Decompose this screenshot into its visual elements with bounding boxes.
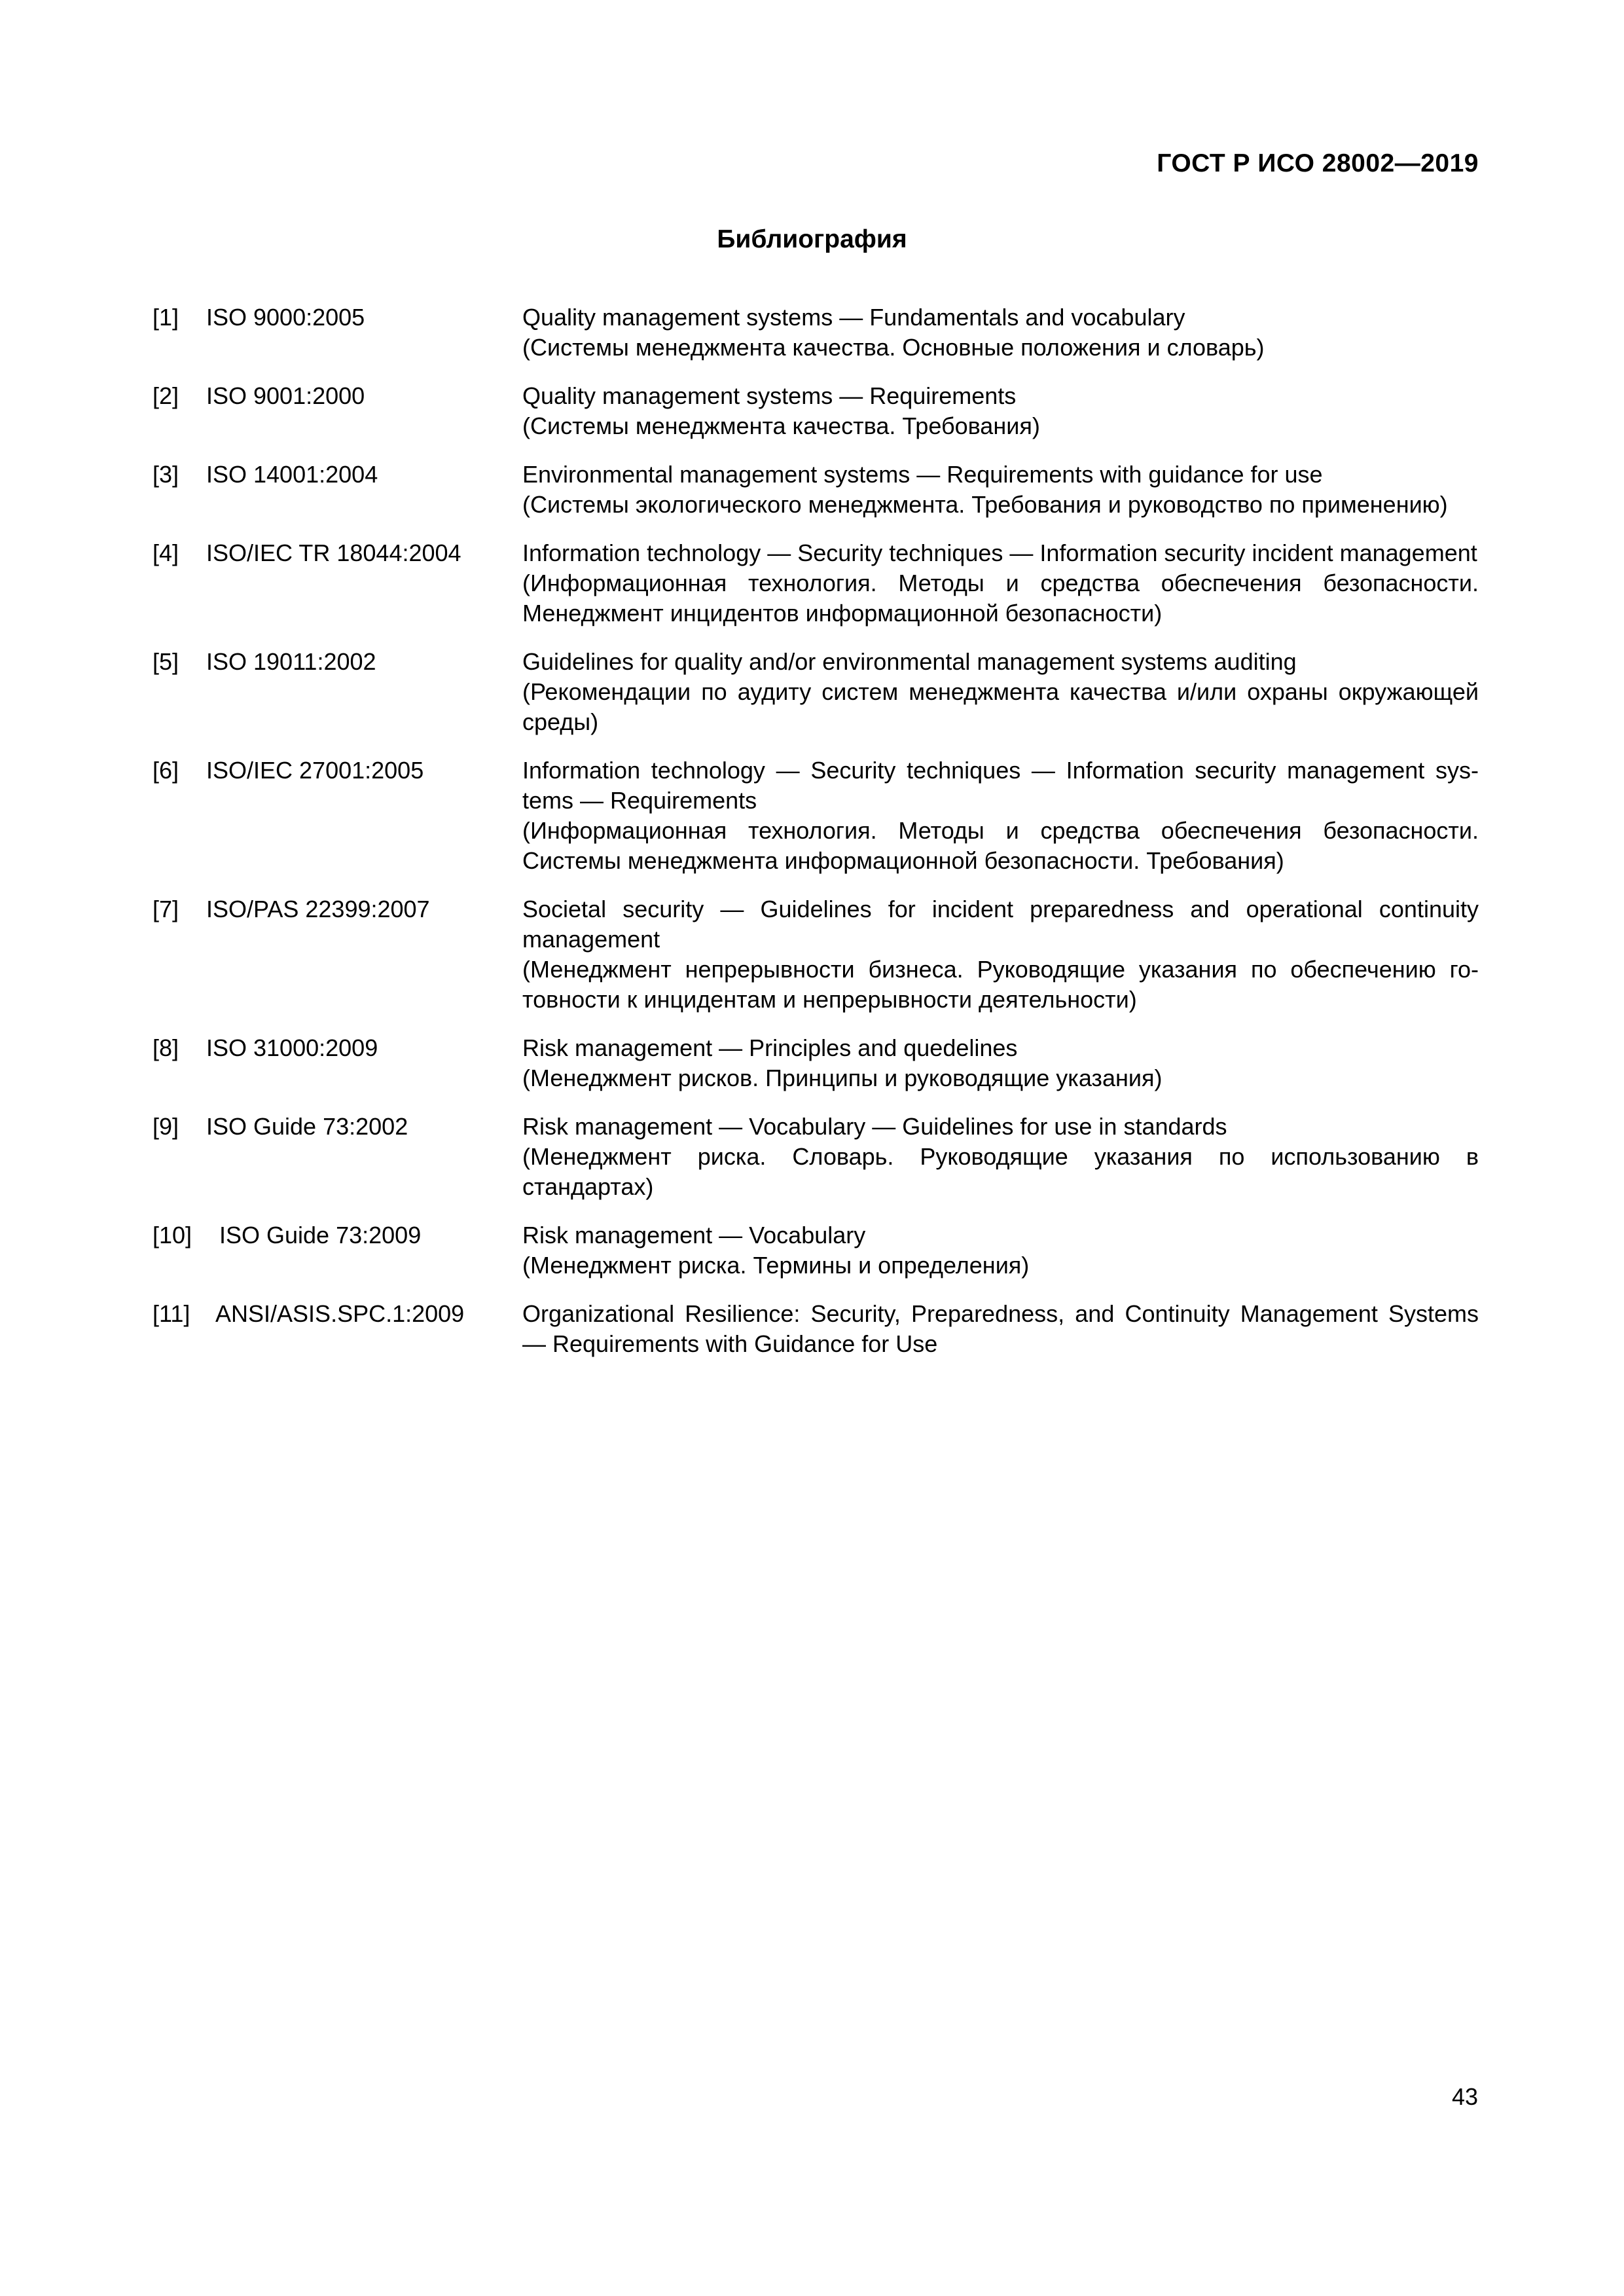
standard-code: ISO/PAS 22399:2007 xyxy=(206,896,430,922)
standard-code: ISO/IEC 27001:2005 xyxy=(206,757,424,784)
title-english: Risk management — Principles and quedelines xyxy=(522,1034,1018,1061)
bibliography-entry xyxy=(153,1033,1479,1093)
title-russian: (Рекомендации по аудиту систем менеджмента качества и/или охраны окружающей среды) xyxy=(522,678,1479,735)
entry-number: [1] xyxy=(153,304,179,331)
title-english: Societal security — Guidelines for incident preparedness and operational continuity management xyxy=(522,896,1479,953)
title-english: Organizational Resilience: Security, Preparedness, and Continuity Management Systems — Requirements with Guidance for Use xyxy=(522,1300,1479,1357)
title-english: Quality management systems — Requirements xyxy=(522,382,1017,409)
bibliography-entry xyxy=(153,894,1479,1015)
standard-code: ISO 9001:2000 xyxy=(206,382,365,409)
standard-code: ANSI/ASIS.SPC.1:2009 xyxy=(215,1300,465,1327)
entry-description xyxy=(522,381,1479,441)
standard-code: ISO Guide 73:2009 xyxy=(219,1222,422,1248)
title-russian: (Системы менеджмента качества. Основные положения и словарь) xyxy=(522,334,1265,361)
bibliography-entry xyxy=(153,1112,1479,1202)
entry-description xyxy=(522,756,1479,876)
entry-description xyxy=(522,302,1479,363)
standard-code: ISO Guide 73:2002 xyxy=(206,1113,408,1140)
bibliography-entry xyxy=(153,756,1479,876)
entry-number: [4] xyxy=(153,539,179,566)
title-english: Guidelines for quality and/or environmental management systems auditing xyxy=(522,648,1297,675)
bibliography-entry xyxy=(153,647,1479,737)
entry-description xyxy=(522,647,1479,737)
title-english: Environmental management systems — Requirements with guidance for use xyxy=(522,461,1323,488)
entry-description xyxy=(522,1112,1479,1202)
entry-description xyxy=(522,1220,1479,1281)
bibliography-entry xyxy=(153,302,1479,363)
title-russian: (Менеджмент непрерывности бизнеса. Руководящие указания по обеспечению готовности к инцидентам и непрерывности деятельности) xyxy=(522,956,1479,1013)
section-title xyxy=(0,225,1624,254)
entry-description xyxy=(522,894,1479,1015)
bibliography-entry xyxy=(153,1220,1479,1281)
standard-code: ISO 19011:2002 xyxy=(206,648,376,675)
document-id-header: ГОСТ Р ИСО 28002—2019 xyxy=(1157,149,1479,177)
title-english: Risk management — Vocabulary — Guidelines for use in standards xyxy=(522,1113,1227,1140)
bibliography-list xyxy=(153,302,1479,1377)
entry-description xyxy=(522,1033,1479,1093)
title-russian: (Информационная технология. Методы и средства обеспечения безопасности. Системы менеджмента информационной безопасности. Требования) xyxy=(522,817,1479,874)
entry-number: [2] xyxy=(153,382,179,409)
entry-description xyxy=(522,460,1479,520)
standard-code: ISO 14001:2004 xyxy=(206,461,378,488)
title-english: Risk management — Vocabulary xyxy=(522,1222,866,1248)
title-russian: (Системы менеджмента качества. Требования) xyxy=(522,412,1040,439)
bibliography-entry xyxy=(153,460,1479,520)
section-title-text: Библиография xyxy=(717,225,907,253)
entry-number: [5] xyxy=(153,648,179,675)
title-english: Information technology — Security techniques — Information security management systems — Requirements xyxy=(522,757,1479,814)
title-russian: (Менеджмент риска. Словарь. Руководящие указания по использованию в стандартах) xyxy=(522,1143,1479,1200)
standard-code: ISO 31000:2009 xyxy=(206,1034,378,1061)
standard-code: ISO 9000:2005 xyxy=(206,304,365,331)
entry-number: [11] xyxy=(153,1300,190,1327)
entry-number: [9] xyxy=(153,1113,179,1140)
title-russian: (Информационная технология. Методы и средства обеспечения безопасности. Менеджмент инцидентов информационной безопасности) xyxy=(522,570,1479,627)
entry-description xyxy=(522,1299,1479,1359)
title-russian: (Системы экологического менеджмента. Требования и руководство по применению) xyxy=(522,491,1448,518)
title-english: Quality management systems — Fundamentals and vocabulary xyxy=(522,304,1185,331)
page-number: 43 xyxy=(1451,2083,1478,2110)
title-russian: (Менеджмент рисков. Принципы и руководящие указания) xyxy=(522,1065,1163,1091)
standard-code: ISO/IEC TR 18044:2004 xyxy=(206,539,461,566)
bibliography-entry xyxy=(153,381,1479,441)
entry-description xyxy=(522,538,1479,629)
entry-number: [10] xyxy=(153,1222,192,1248)
entry-number: [8] xyxy=(153,1034,179,1061)
title-russian: (Менеджмент риска. Термины и определения) xyxy=(522,1252,1030,1279)
bibliography-entry xyxy=(153,1299,1479,1359)
entry-number: [6] xyxy=(153,757,179,784)
title-english: Information technology — Security techniques — Information security incident management xyxy=(522,539,1477,566)
entry-number: [7] xyxy=(153,896,179,922)
entry-number: [3] xyxy=(153,461,179,488)
bibliography-entry xyxy=(153,538,1479,629)
